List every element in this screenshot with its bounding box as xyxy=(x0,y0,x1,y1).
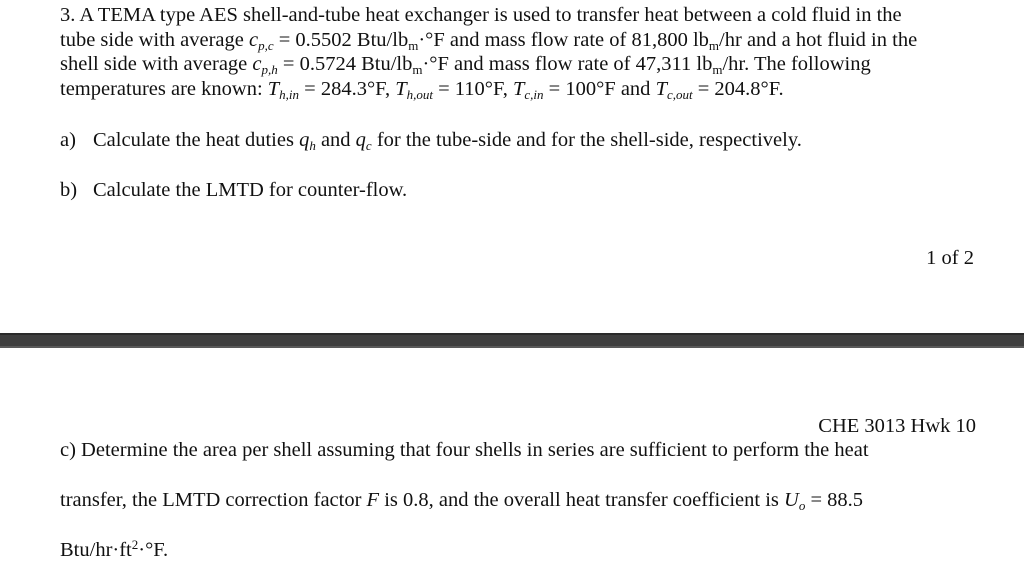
qh-symbol: q xyxy=(299,129,310,151)
page-divider xyxy=(0,333,1024,348)
page-number: 1 of 2 xyxy=(926,247,974,269)
part-c-line-2: transfer, the LMTD correction factor F is 0.8, and the overall heat transfer coefficient is $U_o = 88.5$ xyxy=(60,489,863,513)
part-b-text: Calculate the LMTD for counter-flow. xyxy=(93,179,408,201)
tc-in-symbol: T xyxy=(513,77,525,100)
tc-out-symbol: T xyxy=(655,77,667,100)
part-a-label: a) xyxy=(60,129,76,151)
cp-h-symbol: c xyxy=(252,53,262,75)
problem-number: 3. xyxy=(60,4,76,26)
part-b-label: b) xyxy=(60,179,78,201)
f-symbol: F xyxy=(366,489,380,511)
part-b xyxy=(60,178,407,202)
problem-line-1: 3. A TEMA type AES shell-and-tube heat exchanger is used to transfer heat between a cold fluid in the xyxy=(60,4,902,26)
problem-statement xyxy=(60,3,1020,101)
th-out-symbol: T xyxy=(395,77,407,100)
problem-line-2: tube side with average $c_{p,c} = 0.5502$ Btu/$lb_m\cdot^\circ F$ and mass flow rate of 81,800 $lb_m/hr$ and a hot fluid in the xyxy=(60,28,918,53)
divider-top-edge xyxy=(0,333,1024,335)
cp-c-symbol: c xyxy=(248,28,259,51)
problem-line-3: shell side with average $c_{p,h} = 0.5724$ Btu/$lb_m\cdot^\circ F$ and mass flow rate of 47,311 $lb_m/hr$. The following xyxy=(60,53,871,77)
part-a: a) Calculate the heat duties $q_h$ and $q_c$ for the tube-side and for the shell-side, respectively. xyxy=(60,129,802,153)
problem-line-4: temperatures are known: $T_{h,in} = 284.3^\circ F$, $T_{h,out} = 110^\circ F$, $T_{c,in} = 100^\circ F$ and $T_{c,out} = 204.8^\circ F$. xyxy=(60,77,784,102)
part-c-line-3: Btu/$hr\cdot ft^2\cdot^\circ F$. xyxy=(60,537,169,561)
course-header: CHE 3013 Hwk 10 xyxy=(818,415,976,437)
part-c-line-1: c) Determine the area per shell assuming that four shells in series are sufficient to perform the heat xyxy=(60,439,869,461)
th-in-symbol: T xyxy=(267,77,280,100)
uo-symbol: U xyxy=(784,489,799,511)
qc-symbol: q xyxy=(355,129,366,151)
